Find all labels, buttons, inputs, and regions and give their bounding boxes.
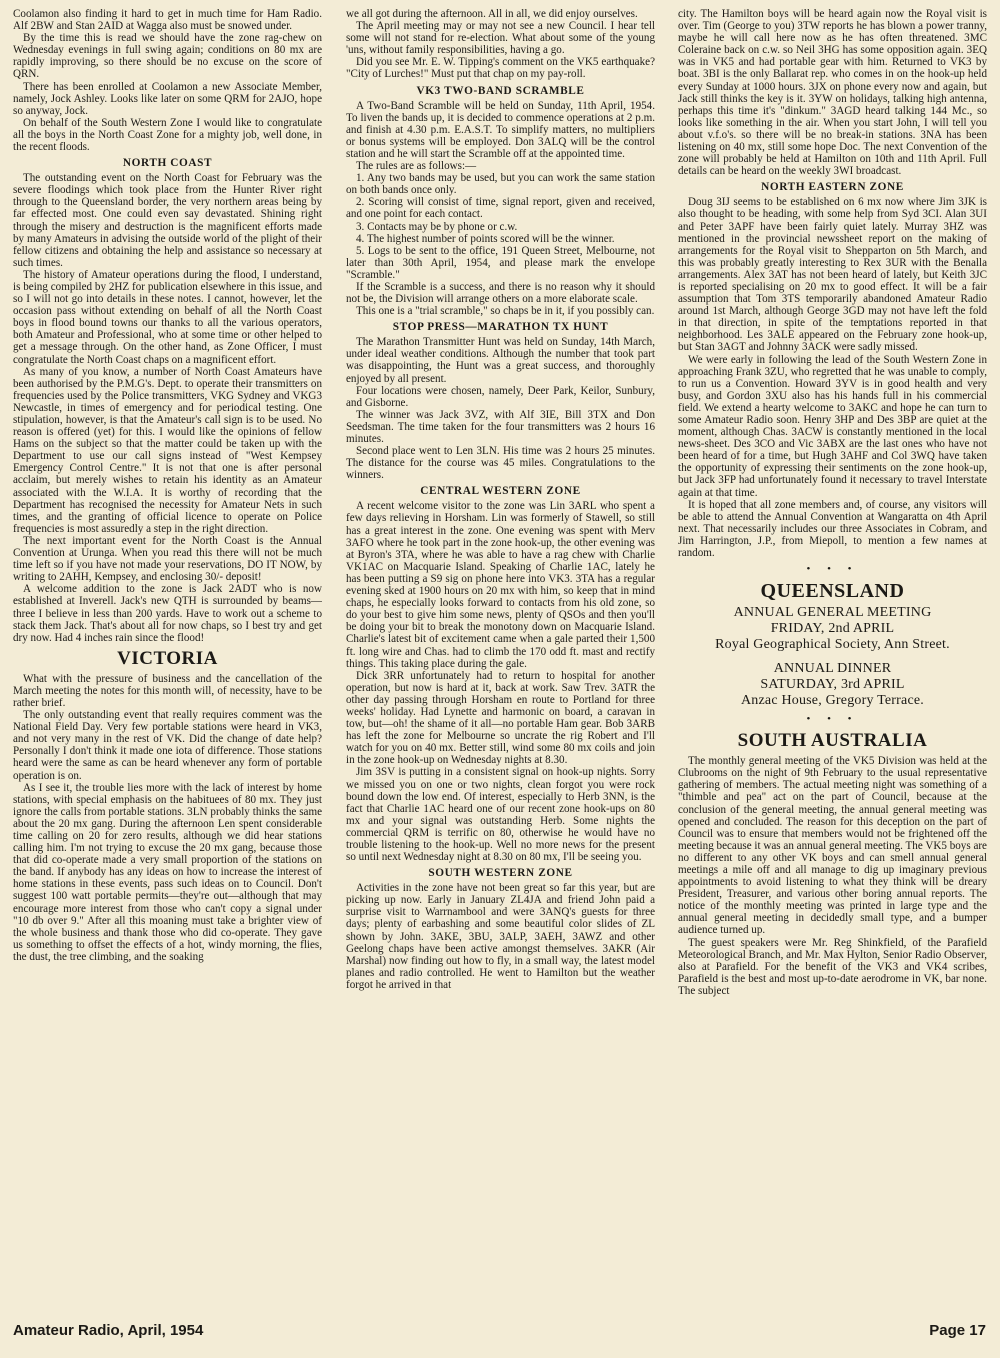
meeting-place: Royal Geographical Society, Ann Street.: [715, 637, 950, 653]
paragraph: This one is a "trial scramble," so chaps be in it, if you possibly can.: [355, 305, 655, 318]
rule-item: 2. Scoring will consist of time, signal report, given and received, and one point for each contact.: [346, 196, 655, 221]
paragraph: We were early in following the lead of the South Western Zone in approaching Frank 3ZU, who regretted that he was unable to comply, to run us a Convention. Howard 3YV is in good health and very busy, and Gordon 3XU also has his hands full in his commercial field. We extend a hearty welcome to 3AKC and hope he can turn to some Amateur Radio soon. Henry 3HP and Des 3BP are quiet at the moment, although Chas. 3ACW is constantly mentioned in the local news-sheet. Des 3CO and Vic 3ABX are the last ones who have not been heard of for a time, but Hugh 3AHF and Col 3WQ have taken the opportunity of expressing their sentiments on the zone hook-up, but Jack 3FP had unfortunately found it necessary to travel Interstate again at that time.: [678, 353, 987, 499]
paragraph: The history of Amateur operations during the flood, I understand, is being compiled by 2HZ for publication elsewhere in this issue, and so I will not go into details in these notes. I cannot, however, let the occasion pass without extending on behalf of all the North Coast boys in flood bound towns our thanks to all the various operators, both Amateur and Professional, who at some time or other helped to get a message through. On the other hand, as Zone Officer, I must congratulate the North Coast chaps on a magnificent effort.: [13, 268, 322, 366]
paragraph: The guest speakers were Mr. Reg Shinkfield, of the Parafield Meteorological Branch, and Mr. Max Hylton, Senior Radio Observer, also at Parafield. For the benefit of the VK3 and VK4 scribes, Parafield is the best and most up-to-date aerodrome in VK, bar none. The subject: [678, 936, 987, 997]
paragraph: A Two-Band Scramble will be held on Sunday, 11th April, 1954. To liven the bands up, it is decided to commence operations at 2 p.m. and finish at 4.30 p.m. E.A.S.T. To simplify matters, no multipliers or bonus systems will be employed. Don 3ALQ will be the control station and he will start the Scramble off at the appointed time.: [346, 99, 655, 160]
rule-item: 3. Contacts may be by phone or c.w.: [355, 220, 518, 233]
section-heading-vk3-scramble: VK3 TWO-BAND SCRAMBLE: [416, 84, 585, 97]
publication-title: Amateur Radio, April, 1954: [13, 1322, 204, 1339]
dinner-date: SATURDAY, 3rd APRIL: [760, 677, 905, 693]
paragraph: A recent welcome visitor to the zone was Lin 3ARL who spent a few days relieving in Horsham. Lin was formerly of Stawell, so still has a great interest in the zone. One evening was spent with Merv 3AFO where he took part in the zone hook-up, the other evening was at Byron's 3TA, where he was able to have a rag chew with Charlie VK1AC on Macquarie Island. Speaking of Charlie 1AC, lately he has been putting a S9 sig on phone here into VK3. 3TA has a regular evening sked at 1900 hours on 20 mx with him, so keep that in mind chaps, he especially looks forward to contacts from his old zone, so do your best to give him some news, plenty of QSOs and then you'll be doing your bit to break the monotony down on Macquarie Island. Charlie's latest bit of excitement came when a gale parted their 1,500 ft. long wire and Chas. had to climb the 170 odd ft. mast and rectify things. This taking place during the gale.: [346, 500, 655, 670]
page-footer: [13, 1322, 986, 1344]
section-divider: • • •: [806, 563, 859, 576]
paragraph: If the Scramble is a success, and there is no reason why it should not be, the Division will arrange others on a more elaborate scale.: [346, 280, 655, 306]
notice-spacer: [678, 653, 987, 661]
rule-item: 5. Logs to be sent to the office, 191 Queen Street, Melbourne, not later than 30th April, 1954, and please mark the envelope "Scramble.": [346, 244, 655, 281]
section-heading-victoria: VICTORIA: [117, 647, 218, 669]
paragraph: What with the pressure of business and the cancellation of the March meeting the notes for this month will, of necessity, have to be rather brief.: [13, 672, 322, 709]
paragraph: The winner was Jack 3VZ, with Alf 3IE, Bill 3TX and Don Seedsman. The time taken for the four transmitters was 2 hours 16 minutes.: [346, 408, 655, 445]
queensland-title: QUEENSLAND: [760, 580, 905, 603]
dinner-title: ANNUAL DINNER: [773, 661, 892, 677]
paragraph: Activities in the zone have not been great so far this year, but are picking up now. Early in January ZL4JA and friend John paid a surprise visit to Warrnambool and were 3ANQ's guests for three days; plenty of earbashing and some beautiful color slides of ZL shown by John. 3AKE, 3BU, 3ALP, 3AEH, 3AWZ and other Geelong chaps have been active amongst themselves. 3AKR (Air Marshal) now finding out how to fly, in a small way, the latest model planes and radio controlled. He went to Hamilton but the weather forgot he arrived in that: [346, 882, 655, 991]
paragraph: It is hoped that all zone members and, of course, any visitors will be able to attend the Annual Convention at Wangaratta on 4th April next. That necessarily includes our three Associates in Cobram, and Jim Harrington, J.P., from Miepoll, to mention a few names at random.: [678, 498, 987, 560]
queensland-notice: [678, 579, 987, 709]
rule-item: 4. The highest number of points scored will be the winner.: [355, 232, 615, 245]
paragraph: There has been enrolled at Coolamon a new Associate Member, namely, Jock Ashley. Looks like later on some QRM for 2AJO, hope so anyway, Jock.: [13, 80, 322, 117]
section-heading-north-eastern: NORTH EASTERN ZONE: [761, 181, 904, 194]
paragraph: Did you see Mr. E. W. Tipping's comment on the VK5 earthquake? "City of Lurches!" Must put that chap on my pay-roll.: [346, 56, 655, 81]
paragraph: Four locations were chosen, namely, Deer Park, Keilor, Sunbury, and Gisborne.: [346, 384, 655, 409]
section-heading-stop-press: STOP PRESS—MARATHON TX HUNT: [392, 321, 609, 334]
paragraph: city. The Hamilton boys will be heard again now the Royal visit is over. Tim (George to you) 3TW reports he has blown a power tranny, maybe he will call here now as he has often threatened. 3MC Coleraine back on c.w. so Neil 3HG has some opposition again. 3EQ was in VK5 and had portable gear with him. Returned to VK3 by boat. 3BI is the only Ballarat rep. who comes in on the hook-up held every Sunday at 1000 hours. 3JX on phone every now and again, but Jack still thinks the key is it. 3YW on holidays, talking high antenna, perhaps this time it's "dinkum." 3AGD heard talking 144 Mc., so looks like something in the air. When you start John, I will tell you about v.f.o's. so there will be no break-in stations. 3NA has been listening on 40 mx, still some hope Doc. The next Convention of the zone will probably be held at Hamilton on 10th and 11th April. Full details can be heard on the weekly 3WI broadcast.: [678, 8, 987, 178]
paragraph: On behalf of the South Western Zone I would like to congratulate all the boys in the North Coast Zone for a mighty job, well done, in the recent floods.: [13, 116, 322, 154]
paragraph: Dick 3RR unfortunately had to return to hospital for another operation, but now is hard at it, back at work. Saw Trev. 3ATR the other day passing through Horsham en route to Portland for three weeks' holiday. Had Lynette and harmonic on board, a caravan in tow, but—oh! the shame of it all—no portable Ham gear. Bob 3ARB has left the zone for Melbourne so uncrate the rig Robert and I'll watch for you on 40 mx. Better still, wind some 80 mx coils and join in the zone hook-up on Wednesday nights at 8.30.: [346, 669, 655, 767]
paragraph: The Marathon Transmitter Hunt was held on Sunday, 14th March, under ideal weather conditions. Although the number that took part was disappointing, the Hunt was a great success, and thoroughly enjoyed by all present.: [346, 336, 655, 385]
column-1: [13, 8, 322, 1320]
dinner-place: Anzac House, Gregory Terrace.: [741, 693, 924, 709]
meeting-date: FRIDAY, 2nd APRIL: [770, 621, 895, 637]
paragraph: The April meeting may or may not see a new Council. I hear tell some will not stand for re-election. What about some of the young 'uns, without family responsibilities, having a go.: [346, 20, 655, 57]
paragraph: As many of you know, a number of North Coast Amateurs have been authorised by the P.M.G's. Dept. to operate their transmitters on frequencies used by the Police transmitters, VKG Sydney and VKG3 Newcastle, in times of emergency and for periodical testing. One stipulation, however, is that the Amateur's call sign is to be used. No reason is offered (yet) for this. I would like the opinions of fellow Hams on the subject so that the matter could be taken up with the Department to use our call signs instead of "West Kempsey Emergency Control Centre." It is not that one is after personal acclaim, but merely wishes to retain his identity as an Amateur associated with the W.I.A. It is worthy of recording that the Department has recognised the necessity for Amateur Nets in such times, and the granting of official licence to operate on Police frequencies is most assuredly a step in the right direction.: [13, 365, 322, 535]
paragraph: Coolamon also finding it hard to get in much time for Ham Radio. Alf 2BW and Stan 2AID at Wagga also must be snowed under.: [13, 8, 322, 33]
paragraph: The only outstanding event that really requires comment was the National Field Day. Very few portable stations were heard in VK3, and not very many in the rest of VK. Did the change of date help? Personally I don't think it made one iota of difference. Those stations heard were the same as can be heard whenever any form of portable operation is on.: [13, 709, 322, 782]
column-2: [346, 8, 655, 1320]
paragraph: Doug 3IJ seems to be established on 6 mx now where Jim 3JK is also thought to be heading, with some help from Syd 3CI. Alan 3UI and Peter 3APF have been fairly quiet lately. Murray 3HZ was mentioned in the provincial newssheet report on the making of arrangements for the Royal visit to Shepparton on 5th March, and this was probably greatly interesting to Rex 3UR with the Benalla arrangements. Alex 3AT has not been heard of lately, but Keith 3JC is reported specialising on 20 mx to good effect. It will be a fair assumption that Tom 3TS temporarily abandoned Amateur Radio around 1st March, although George 3GD may not have left the fold in that direction, in spite of the temptations reported in that neighborhood. Les 3ALE appeared on the February zone hook-up, but Stan 3AGT and Johnny 3ACK were sadly missed.: [678, 196, 987, 354]
text-columns: [13, 8, 987, 1320]
paragraph: Second place went to Len 3LN. His time was 2 hours 25 minutes. The distance for the course was 45 miles. Congratulations to the winners.: [346, 445, 655, 482]
paragraph: we all got during the afternoon. All in all, we did enjoy ourselves.: [346, 8, 638, 20]
section-heading-north-coast: NORTH COAST: [122, 157, 213, 170]
paragraph: The monthly general meeting of the VK5 Division was held at the Clubrooms on the night of 9th February to the usual representative gathering of members. The actual meeting night was something of a "thimble and pea" act on the part of Council, because at the conclusion of the general meeting, the annual general meeting was opened and concluded. The reason for this deception on the part of Council was to ensure that members would not be frightened off the meeting because it was an annual general meeting. The VK5 boys are no different to any other VK boys and can smell annual general meetings a mile off and all manage to dig up imaginary previous appointments to avoid listening to what they think will be dreary President, Treasurer, and various other boring annual reports. The notice of the monthly meeting was printed in large type and the annual general meeting in decidedly small type, and a bumper audience turned up.: [678, 755, 987, 937]
column-3: [678, 8, 987, 1320]
meeting-title: ANNUAL GENERAL MEETING: [733, 605, 932, 621]
rule-item: 1. Any two bands may be used, but you can work the same station on both bands once only.: [346, 172, 655, 197]
paragraph: By the time this is read we should have the zone rag-chew on Wednesday evenings in full swing again; conditions on 80 mx are rapidly improving, so there should be no excuse on the score of QRN.: [13, 32, 322, 81]
paragraph: A welcome addition to the zone is Jack 2ADT who is now established at Inverell. Jack's new QTH is surrounded by beams—three I believe in less than 200 yards. Have to work out a scheme to stack them Jack. That's about all for now chaps, so I best try and get dry now. Had 4 inches rain since the flood!: [13, 583, 322, 644]
section-heading-south-western: SOUTH WESTERN ZONE: [428, 867, 573, 880]
section-heading-south-australia: SOUTH AUSTRALIA: [737, 730, 928, 752]
page-number: Page 17: [929, 1322, 986, 1339]
paragraph: Jim 3SV is putting in a consistent signal on hook-up nights. Sorry we missed you on one or two nights, clean forgot you were rock bound down the low end. Of interest, especially to Herb 3NN, is the fact that Charlie 1AC heard one of our recent zone hook-ups on 80 mx and your signal was outstanding Herb. Some nights the commercial QRM is terrific on 80, otherwise he would have no trouble listening to the hook-up. Well no more news for the present so until next Wednesday night at 8.30 on 80 mx, I'll be seeing you.: [346, 766, 655, 864]
paragraph: The outstanding event on the North Coast for February was the severe floodings which took place from the Hunter River right through to the Queensland border, the very northern areas being by far effected most. One could even say devastated. Shining right through the misery and destruction is the magnificent efforts made by many Amateurs in advising the outside world of the plight of their fellow citizens and obtaining the help and assistance so necessary at such times.: [13, 172, 322, 269]
paragraph: As I see it, the trouble lies more with the lack of interest by home stations, with special emphasis on the habituees of 80 mx. They just ignore the calls from portable stations. 3LN probably thinks the same about the 20 mx gang. During the afternoon Len spent considerable time calling on 20 for zero results, although we did hear stations calling him. I'm not trying to excuse the 20 mx gang, because those that did co-operate made a very small proportion of the stations on the band. If anybody has any ideas on how to increase the interest of home stations in these events, pass such ideas on to Council. Don't suggest 100 watt portable permits—they're out—although that may encourage more interest from those who can't copy a signal under "10 db over 9." After all this moaning must take a brighter view of the whole business and thank those who did co-operate. They gave us something to offset the effects of a hot, windy morning, the flies, the dust, the tree climbing, and the soaking: [13, 781, 322, 963]
section-divider: • • •: [806, 713, 859, 726]
paragraph: The next important event for the North Coast is the Annual Convention at Urunga. When you read this there will not be much time left so if you have not made your reservations, DO IT NOW, by writing to 2AHH, Kempsey, and enclosing 30/- deposit!: [13, 534, 322, 584]
section-heading-central-western: CENTRAL WESTERN ZONE: [420, 485, 581, 498]
paragraph: The rules are as follows:—: [355, 160, 477, 173]
